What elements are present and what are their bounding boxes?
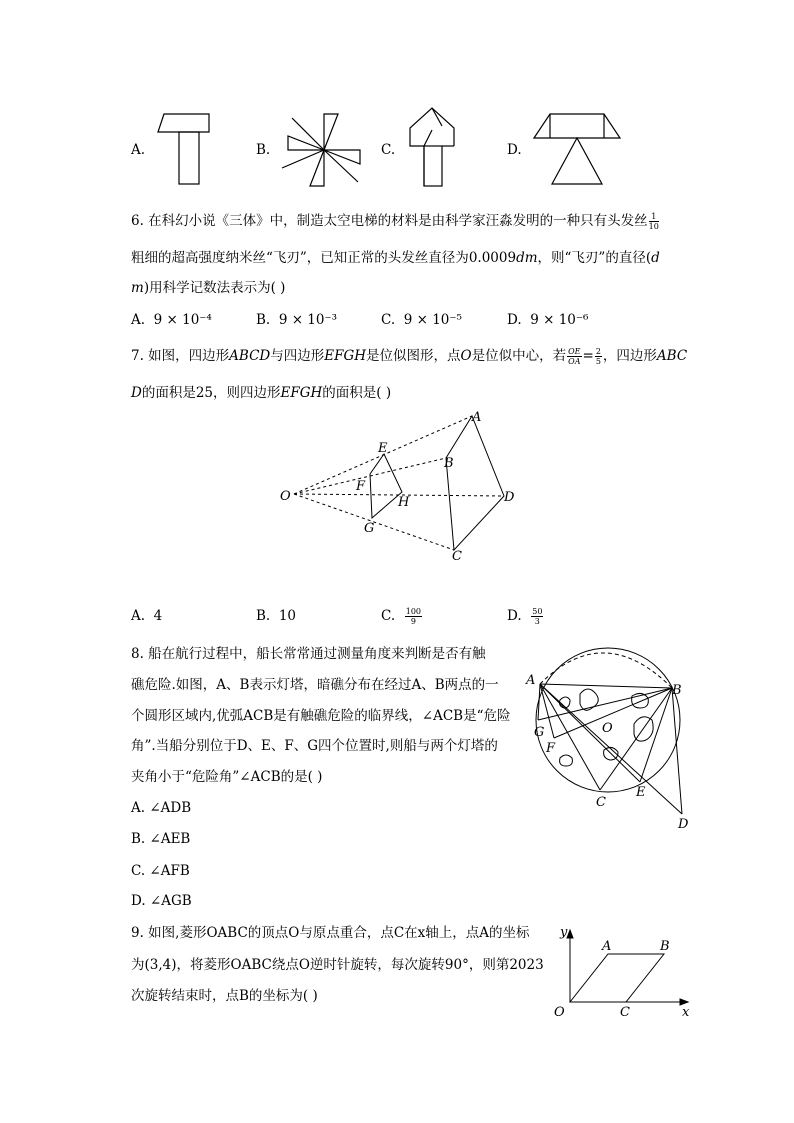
q8-label-c: C [596, 795, 606, 810]
q8-label-a: A [526, 673, 536, 688]
q9-label-c: C [620, 1005, 630, 1020]
q8-label-o: O [602, 721, 613, 736]
q8-line4: 角”.当船分别位于D、E、F、G四个位置时,则船与两个灯塔的 [131, 738, 498, 754]
q7-label-g: G [364, 521, 375, 536]
q5-figure-b [278, 112, 362, 188]
q5-figure-c [404, 106, 464, 188]
q7-label-c: C [452, 549, 462, 564]
q8-line5: 夹角小于“危险角”∠ACB的是( ) [131, 769, 323, 785]
q6-option-b: B. 9 × 10⁻³ [256, 312, 338, 328]
q7-label-f: F [356, 479, 366, 494]
q9-label-o: O [554, 1005, 565, 1020]
q8-option-b: B. ∠AEB [131, 831, 191, 847]
q9-label-a: A [602, 939, 612, 954]
q7-label-h: H [398, 495, 410, 510]
q9-line3: 次旋转结束时，点B的坐标为( ) [131, 988, 318, 1004]
q8-line3: 个圆形区域内,优弧ACB是有触礁危险的临界线，∠ACB是“危险 [131, 708, 511, 724]
q7-option-b: B. 10 [256, 608, 296, 624]
q6-line2: 粗细的超高强度纳米丝“飞刃”，已知正常的头发丝直径为0.0009dm，则“飞刃”的直径(d [131, 250, 660, 266]
q9-label-b: B [660, 939, 670, 954]
q8-label-d: D [678, 817, 689, 832]
q8-line1: 8. 船在航行过程中，船长常常通过测量角度来判断是否有触 [131, 646, 486, 662]
q8-option-a: A. ∠ADB [131, 800, 192, 816]
q7-label-e: E [378, 441, 388, 456]
q7-label-b: B [444, 456, 454, 471]
q8-label-b: B [672, 683, 682, 698]
q9-label-y: y [560, 925, 568, 940]
q7-line2: D的面积是25，则四边形EFGH的面积是( ) [131, 385, 392, 401]
q8-option-d: D. ∠AGB [131, 893, 192, 909]
q6-line1: 6. 在科幻小说《三体》中，制造太空电梯的材料是由科学家汪淼发明的一种只有头发丝 $\frac{1}{10}$ [131, 212, 659, 231]
q7-label-a: A [472, 410, 482, 425]
q8-figure [524, 640, 704, 840]
q7-option-d: D. $\frac{50}{3}$ [507, 607, 543, 626]
q6-line3: m)用科学记数法表示为( ) [131, 280, 286, 296]
q8-label-f: F [546, 741, 556, 756]
q9-line1: 9. 如图,菱形OABC的顶点O与原点重合，点C在x轴上，点A的坐标 [131, 925, 530, 941]
q7-line1: 7. 如图，四边形ABCD与四边形EFGH是位似图形，点O是位似中心，若 $\frac{OE}{OA}$ = $\frac{2}{5}$ ，四边形ABC [131, 347, 688, 366]
q8-line2: 礁危险.如图，A、B表示灯塔，暗礁分布在经过A、B两点的一 [131, 677, 499, 693]
q5-figure-a [155, 112, 215, 188]
q5-option-d: D. [507, 142, 522, 158]
q5-figure-d [532, 112, 624, 188]
q7-option-c: C. $\frac{100}{9}$ [381, 607, 422, 626]
q5-option-b: B. [256, 142, 271, 158]
q6-option-d: D. 9 × 10⁻⁶ [507, 312, 589, 328]
q9-label-x: x [682, 1005, 690, 1020]
q6-option-c: C. 9 × 10⁻⁵ [381, 312, 462, 328]
q5-option-a: A. [131, 142, 146, 158]
q5-option-c: C. [381, 142, 396, 158]
q6-option-a: A. 9 × 10⁻⁴ [131, 312, 212, 328]
q7-label-d: D [504, 490, 515, 505]
q7-option-a: A. 4 [131, 608, 163, 624]
q8-option-c: C. ∠AFB [131, 863, 190, 879]
q7-figure [278, 408, 518, 568]
q9-figure [548, 922, 698, 1022]
q8-label-e: E [636, 785, 646, 800]
q7-label-o: O [280, 489, 291, 504]
q8-label-g: G [534, 725, 545, 740]
q9-line2: 为(3,4)，将菱形OABC绕点O逆时针旋转，每次旋转90°，则第2023 [131, 957, 544, 973]
